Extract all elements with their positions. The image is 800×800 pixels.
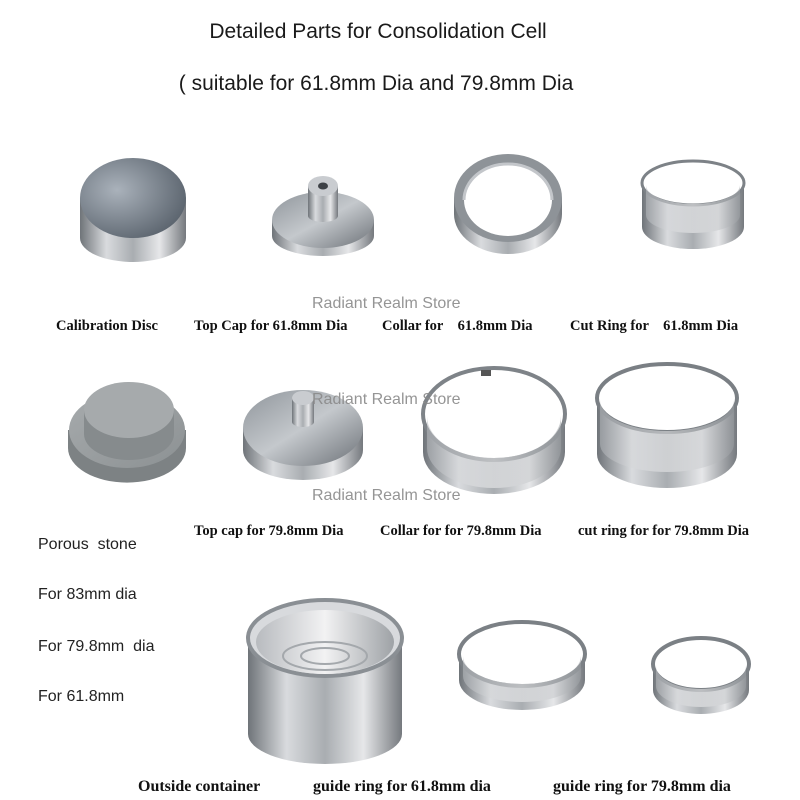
calibration-disc-image (78, 150, 188, 265)
page-title: Detailed Parts for Consolidation Cell (209, 20, 547, 43)
cut-ring-79-image (594, 358, 740, 498)
caption-outside-container: Outside container (138, 778, 261, 795)
caption-top-cap-79: Top cap for 79.8mm Dia (194, 523, 344, 539)
outside-container-image (244, 596, 406, 768)
watermark-3: Radiant Realm Store (312, 487, 461, 504)
caption-cut-ring-79: cut ring for for 79.8mm Dia (578, 523, 750, 539)
caption-guide-ring-61: guide ring for 61.8mm dia (313, 778, 491, 795)
guide-ring-61-image (456, 612, 588, 722)
caption-collar-61: Collar for 61.8mm Dia (382, 318, 533, 334)
watermark-2: Radiant Realm Store (312, 391, 461, 408)
top-cap-61-image (268, 158, 378, 258)
caption-guide-ring-79: guide ring for 79.8mm dia (553, 778, 731, 795)
caption-calibration-disc: Calibration Disc (56, 318, 158, 334)
porous-stone-title: Porous stone (38, 536, 137, 553)
guide-ring-79-image (650, 632, 752, 726)
collar-79-image (421, 352, 567, 502)
page-subtitle: ( suitable for 61.8mm Dia and 79.8mm Dia (178, 72, 574, 95)
watermark-1: Radiant Realm Store (312, 295, 461, 312)
caption-top-cap-61: Top Cap for 61.8mm Dia (194, 318, 348, 334)
porous-size-83: For 83mm dia (38, 586, 137, 603)
porous-size-79: For 79.8mm dia (38, 638, 155, 655)
cut-ring-61-image (638, 155, 748, 255)
porous-size-61: For 61.8mm (38, 688, 125, 705)
collar-61-image (452, 148, 564, 258)
caption-cut-ring-61: Cut Ring for 61.8mm Dia (570, 318, 739, 334)
caption-collar-79: Collar for for 79.8mm Dia (380, 523, 542, 539)
porous-stone-image (66, 378, 190, 490)
